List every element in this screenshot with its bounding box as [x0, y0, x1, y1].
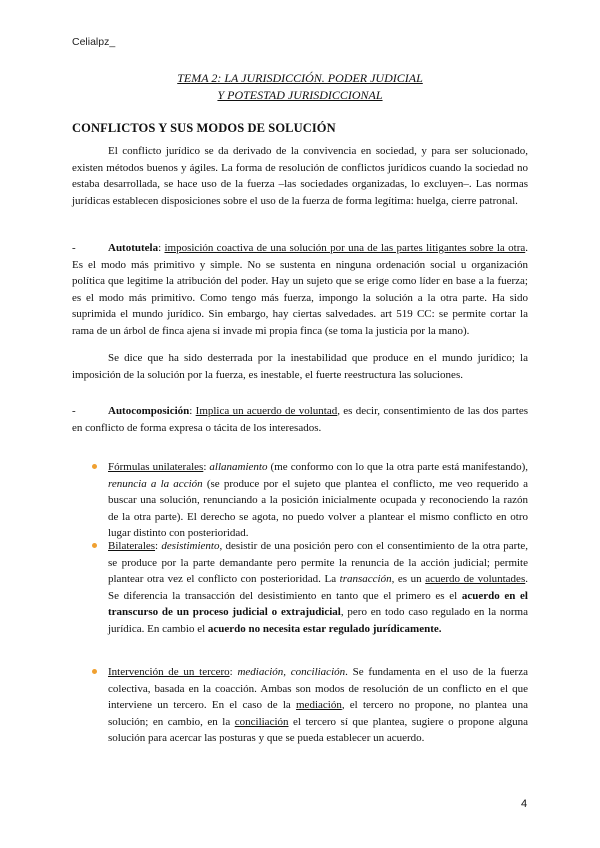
autotutela-definition: imposición coactiva de una solución por una de las partes litigantes sobre la otra — [164, 242, 526, 254]
tercero-term: Intervención de un tercero — [108, 666, 230, 678]
allanamiento-term: allanamiento — [209, 461, 268, 473]
separator: : — [155, 540, 162, 552]
autocomposicion-text: , es decir, consentimiento de las dos partes en conflicto de forma expresa o tácita de los interesados. — [72, 405, 528, 434]
bilaterales-text-1: , desistir de una posición pero con el consentimiento de la otra parte, se produce por la parte demandante pero permite la renuncia de la acción judicial; permite plantear otra vez el conflicto con posterioridad. La — [108, 540, 529, 586]
autotutela-followup: Se dice que ha sido desterrada por la inestabilidad que produce en el mundo jurídico; la imposición de la solución por la fuerza, es inestable, el fuerte reestructura las soluciones. — [72, 352, 528, 381]
page-number: 4 — [521, 798, 528, 810]
acuerdo-voluntades: acuerdo de voluntades — [425, 573, 526, 586]
bullet-bilaterales — [108, 538, 528, 638]
unilaterales-term: Fórmulas unilaterales — [108, 461, 204, 473]
renuncia-term: renuncia a la acción — [108, 477, 203, 490]
acuerdo-no-regulado: acuerdo no necesita estar regulado jurídicamente. — [207, 622, 442, 635]
tercero-text-1: . Se fundamenta en el uso de la fuerza colectiva, basada en la coacción. Ambas son modos de resolución de un conflicto en el que interviene un tercero. En el caso de la — [108, 666, 528, 712]
bullet-dot-icon — [92, 543, 97, 548]
mediacion-conciliacion-term: mediación, conciliación — [237, 666, 346, 678]
autocomposicion-paragraph — [72, 403, 528, 436]
dash-marker: - — [72, 242, 76, 254]
tercero-text-3: el tercero sí que plantea, sugiere o propone alguna solución para acercar las posturas y que se pueda establecer un acuerdo. — [108, 715, 528, 745]
separator: : — [189, 405, 196, 417]
transaccion-term: transacción, — [339, 573, 395, 586]
separator: : — [203, 461, 210, 473]
title-line-1: TEMA 2: LA JURISDICCIÓN. PODER JUDICIAL — [177, 71, 423, 85]
autotutela-text: . Es el modo más primitivo y simple. No se sustenta en ninguna ordenación social u organización política que legitime la atribución del poder. Hay un sujeto que se erige como líder en base a la fuerza; es el modo más primitivo. Como tengo más fuerza, impongo la solución a la otra parte. Ha sido suprimida el mundo jurídico. Sin embargo, hay ciertas salvedades. art 519 CC: se permite cortar la rama de un árbol de finca ajena si invade mi propia finca (se toma la justicia por la mano). — [72, 242, 528, 337]
bilaterales-term: Bilaterales — [108, 540, 156, 552]
section-heading: CONFLICTOS Y SUS MODOS DE SOLUCIÓN — [72, 121, 336, 135]
intro-paragraph: El conflicto jurídico se da derivado de la convivencia en sociedad, y para ser solucionado, existen métodos buenos y ágiles. La forma de resolución de conflictos jurídicos cuando la sociedad no estaba desarrollada, se hace uso de la fuerza –las sociedades organizadas, lo excluyen–. Las normas jurídicas establecen disposiciones sobre el uso de la fuerza de forma legítima: huelga, cierre patronal. — [72, 145, 528, 207]
dash-marker: - — [72, 405, 76, 417]
mediacion-term: mediación — [296, 699, 342, 712]
unilaterales-text-1: (me conformo con lo que la otra parte está manifestando), — [267, 461, 528, 473]
bullet-dot-icon — [92, 464, 97, 469]
bullet-unilaterales — [108, 459, 528, 542]
bilaterales-text-2: es un — [394, 573, 426, 586]
conciliacion-term: conciliación — [234, 715, 289, 728]
bilaterales-text-4: , pero en todo caso regulado en la norma jurídica. En cambio el — [108, 606, 529, 635]
separator: : — [158, 242, 165, 254]
autotutela-term: Autotutela — [108, 242, 159, 254]
bullet-tercero — [108, 664, 528, 747]
header-username: Celialpz_ — [72, 36, 116, 48]
bilaterales-text-3: . Se diferencia la transacción del desistimiento en tanto que el primero es el — [108, 573, 528, 602]
separator: : — [229, 666, 238, 678]
autocomposicion-definition: Implica un acuerdo de voluntad — [195, 405, 338, 417]
bullet-dot-icon — [92, 669, 97, 674]
title-line-2: Y POTESTAD JURISDICCIONAL — [217, 88, 383, 102]
desistimiento-term: desistimiento — [161, 540, 220, 552]
unilaterales-text-2: (se produce por el sujeto que plantea el conflicto, me veo requerido a buscar una solución, renunciando a la posición inicialmente ocupada y reconociendo la razón de la otra parte). El derecho se agota, no puedo volver a plantear el mismo conflicto en otro lugar distinto con posterioridad. — [108, 477, 528, 540]
autotutela-paragraph — [72, 240, 528, 340]
autocomposicion-term: Autocomposición — [108, 405, 190, 417]
tercero-text-2: , el tercero no propone, no plantea una solución; en cambio, en la — [108, 699, 528, 728]
acuerdo-proceso-judicial: acuerdo en el transcurso de un proceso judicial o extrajudicial — [108, 589, 528, 619]
